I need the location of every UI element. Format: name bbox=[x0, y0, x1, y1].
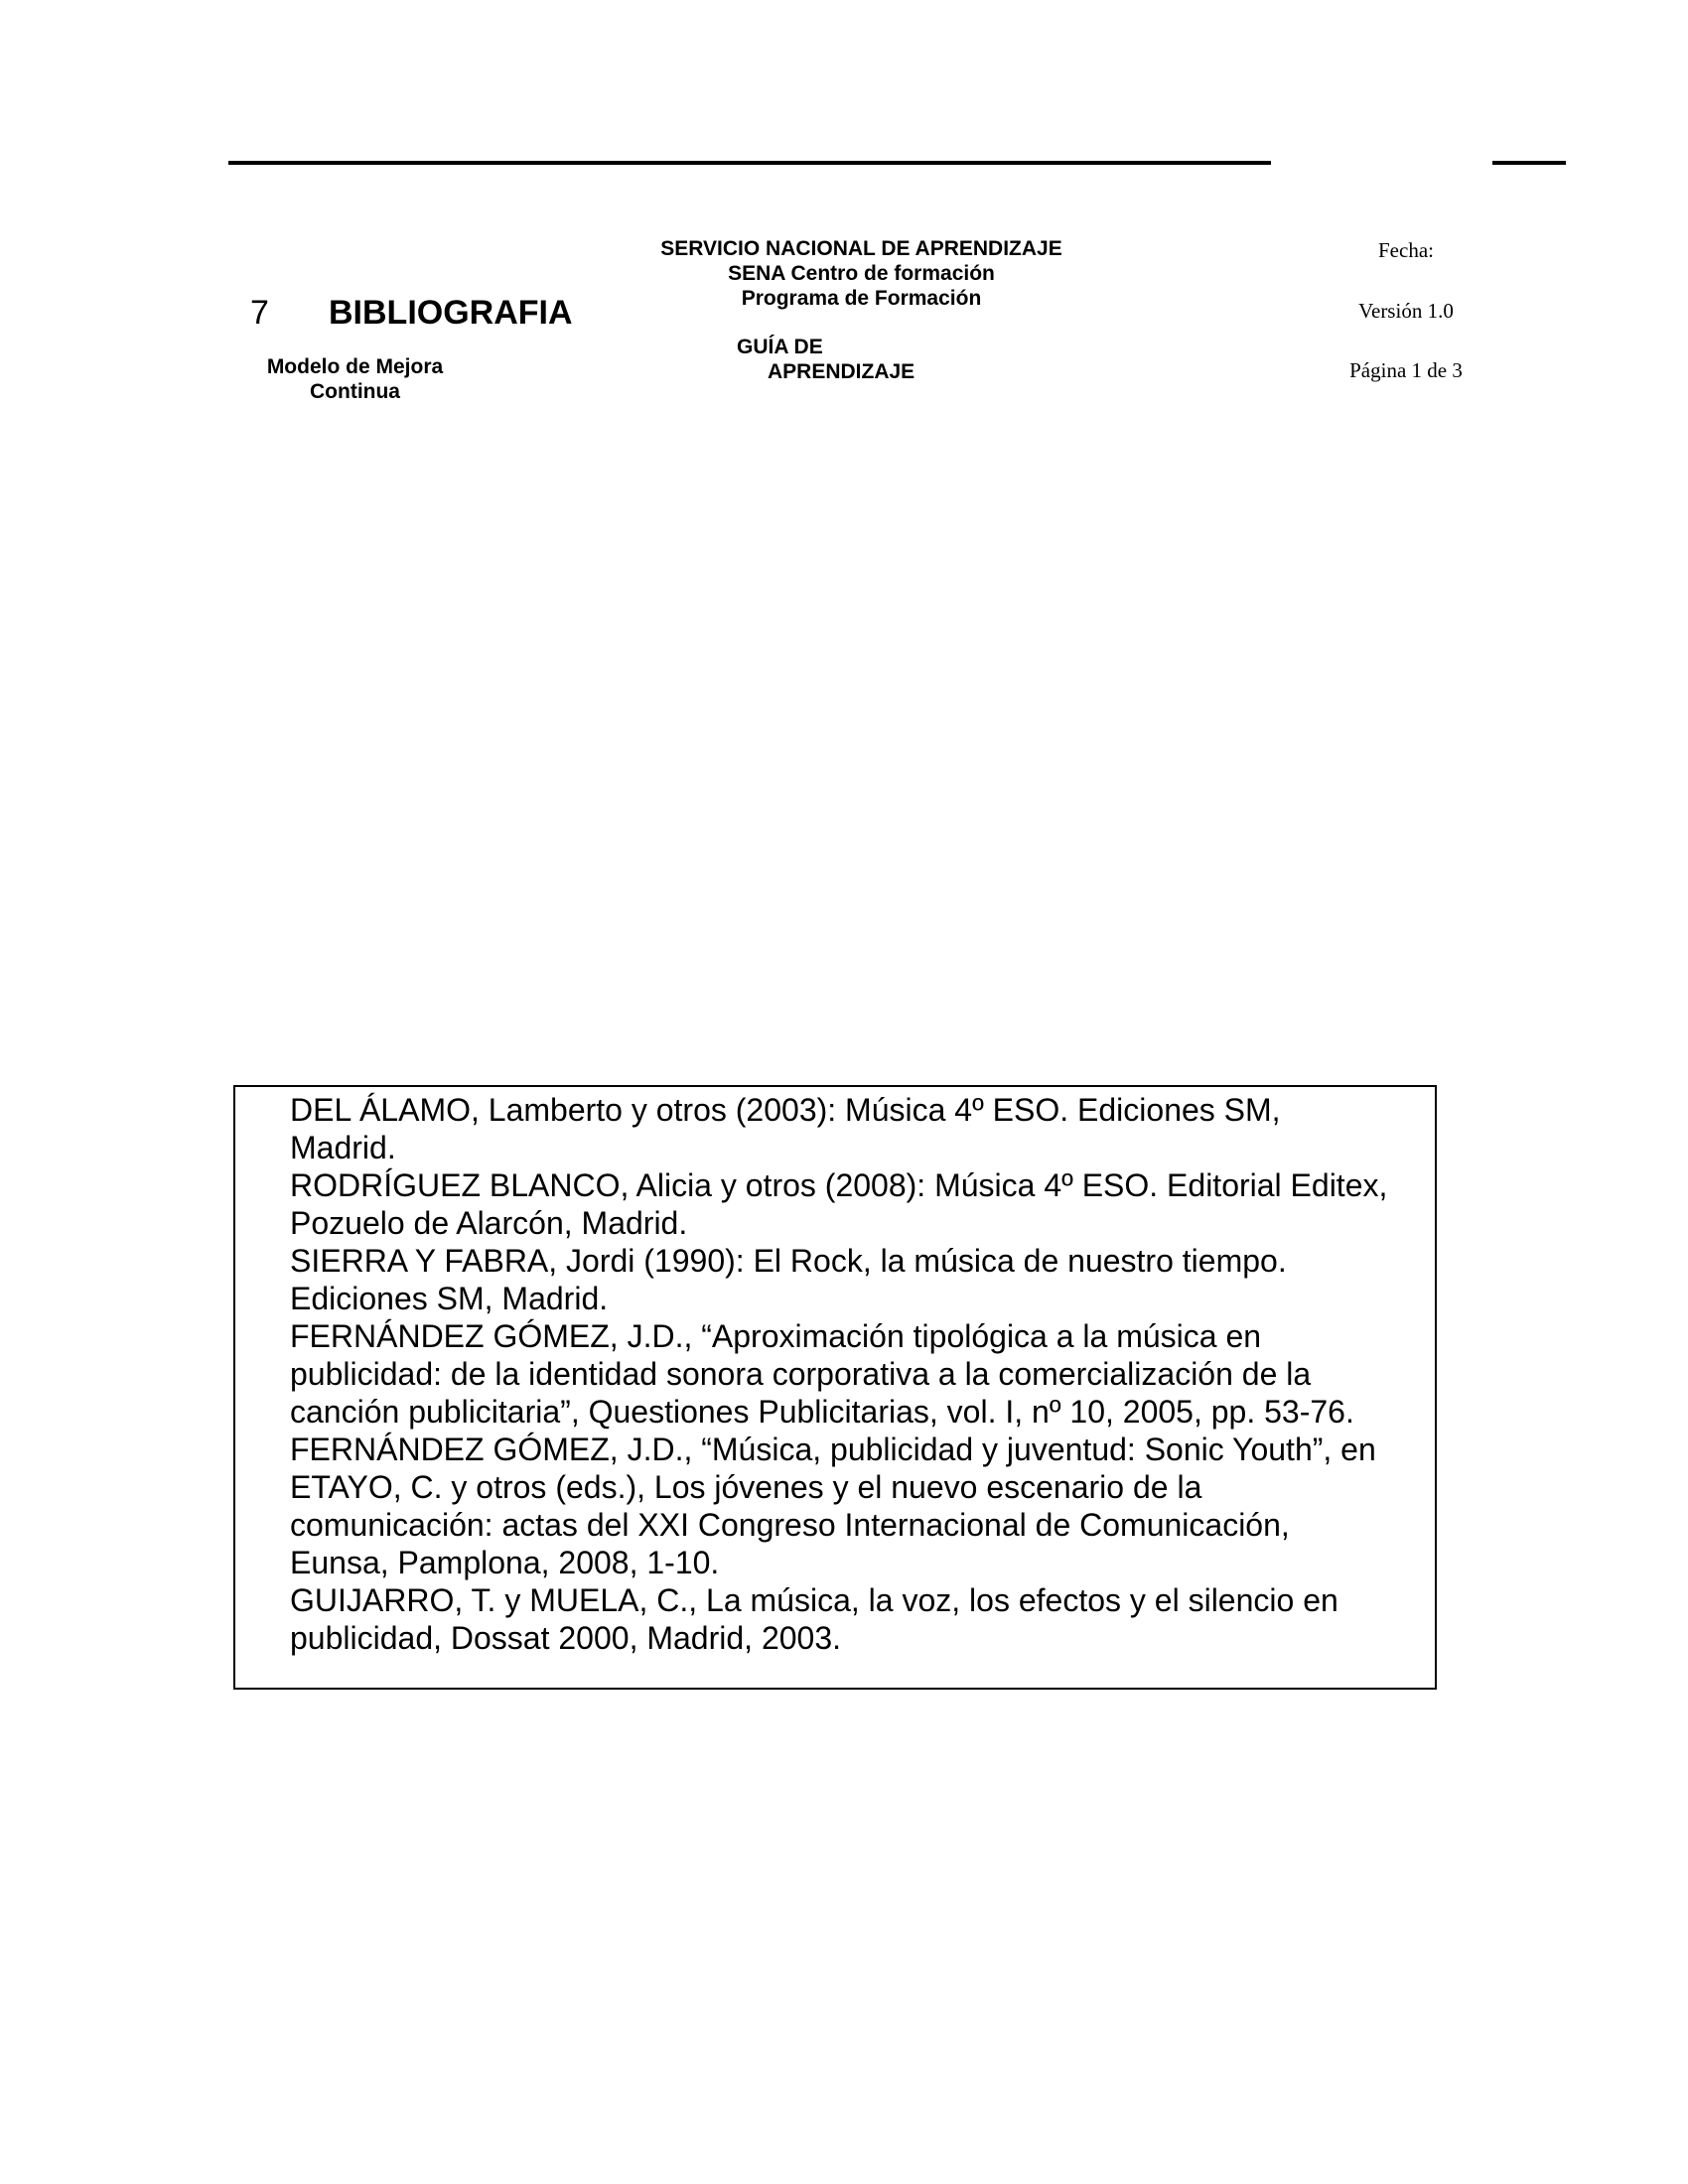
bibliography-line: publicidad, Dossat 2000, Madrid, 2003. bbox=[290, 1620, 842, 1656]
bibliography-box bbox=[233, 1085, 1437, 1690]
date-label: Fecha: bbox=[1378, 238, 1434, 262]
bibliography-line: publicidad: de la identidad sonora corporativa a la comercialización de la bbox=[290, 1356, 1312, 1392]
institution-block bbox=[596, 236, 1127, 311]
header-rule-right bbox=[1492, 161, 1566, 165]
bibliography-line: GUIJARRO, T. y MUELA, C., La música, la voz, los efectos y el silencio en bbox=[290, 1582, 1338, 1618]
bibliography-line: DEL ÁLAMO, Lamberto y otros (2003): Música 4º ESO. Ediciones SM, bbox=[290, 1092, 1281, 1128]
bibliography-line: Eunsa, Pamplona, 2008, 1-10. bbox=[290, 1545, 720, 1580]
model-line-1: Modelo de Mejora bbox=[266, 355, 444, 378]
bibliography-line: Ediciones SM, Madrid. bbox=[290, 1281, 609, 1316]
bibliography-line: SIERRA Y FABRA, Jordi (1990): El Rock, la música de nuestro tiempo. bbox=[290, 1243, 1287, 1279]
version-label: Versión 1.0 bbox=[1358, 299, 1454, 323]
program-name: Programa de Formación bbox=[741, 287, 982, 310]
bibliography-line: canción publicitaria”, Questiones Publicitarias, vol. I, nº 10, 2005, pp. 53-76. bbox=[290, 1394, 1354, 1430]
bibliography-line: Pozuelo de Alarcón, Madrid. bbox=[290, 1205, 688, 1241]
model-label bbox=[243, 354, 467, 404]
section-title: BIBLIOGRAFIA bbox=[329, 294, 573, 332]
institution-name: SERVICIO NACIONAL DE APRENDIZAJE bbox=[660, 237, 1062, 260]
guide-label-line-1: GUÍA DE bbox=[737, 336, 823, 358]
center-name: SENA Centro de formación bbox=[728, 262, 995, 285]
bibliography-line: ETAYO, C. y otros (eds.), Los jóvenes y el nuevo escenario de la bbox=[290, 1469, 1202, 1505]
bibliography-line: FERNÁNDEZ GÓMEZ, J.D., “Música, publicidad y juventud: Sonic Youth”, en bbox=[290, 1432, 1376, 1467]
section-number: 7 bbox=[250, 294, 269, 332]
bibliography-line: Madrid. bbox=[290, 1130, 396, 1165]
bibliography-line: RODRÍGUEZ BLANCO, Alicia y otros (2008): Música 4º ESO. Editorial Editex, bbox=[290, 1167, 1388, 1203]
header-rule-left bbox=[228, 161, 1271, 165]
bibliography-line: comunicación: actas del XXI Congreso Internacional de Comunicación, bbox=[290, 1507, 1290, 1543]
guide-label-line-2: APRENDIZAJE bbox=[768, 360, 915, 383]
model-line-2: Continua bbox=[310, 380, 400, 403]
bibliography-list bbox=[290, 1091, 1432, 1657]
bibliography-line: FERNÁNDEZ GÓMEZ, J.D., “Aproximación tipológica a la música en bbox=[290, 1318, 1262, 1354]
page-label: Página 1 de 3 bbox=[1349, 358, 1463, 382]
